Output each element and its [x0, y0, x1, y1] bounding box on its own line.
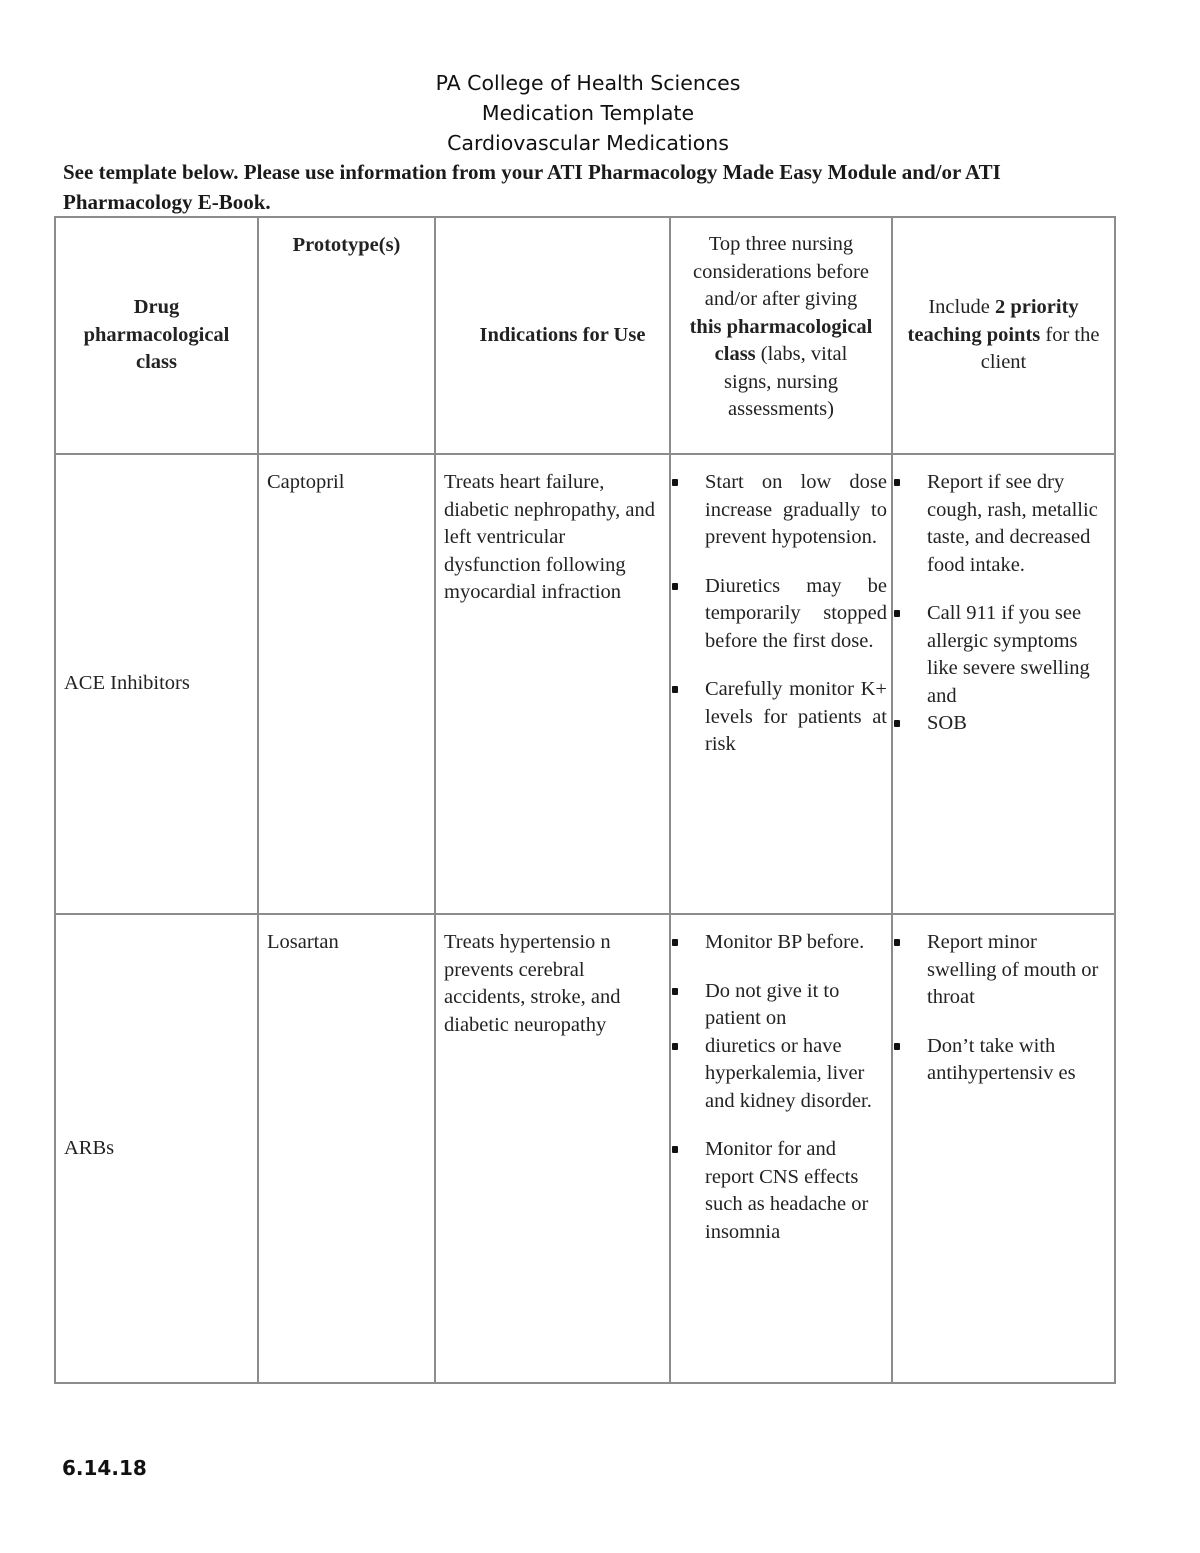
header-teaching-text: Include: [928, 296, 995, 319]
college-name: PA College of Health Sciences: [435, 71, 741, 95]
indications-cell: Treats heart failure, diabetic nephropathy, and left ventricular dysfunction following myocardial infraction: [435, 454, 670, 914]
list-item: Carefully monitor K+ levels for patients at risk: [671, 676, 887, 759]
header-nursing-considerations: [670, 217, 892, 454]
nursing-list: [671, 455, 891, 759]
header-nursing-text-end: (labs, vital signs, nursing assessments): [724, 343, 848, 420]
prototype-cell: Losartan: [258, 914, 435, 1383]
list-item: SOB: [893, 710, 1110, 738]
header-teaching-emphasis: 2 priority teaching points: [907, 296, 1079, 346]
indications-cell: Treats hypertensio n prevents cerebral accidents, stroke, and diabetic neuropathy: [435, 914, 670, 1383]
teaching-cell: [892, 914, 1115, 1383]
header-drug-class: Drug pharmacological class: [55, 217, 258, 454]
list-item: Diuretics may be temporarily stopped before the first dose.: [671, 573, 887, 656]
list-item: Monitor BP before.: [671, 929, 887, 957]
header-teaching-text-end: for the client: [980, 323, 1100, 374]
list-item: Monitor for and report CNS effects such as headache or insomnia: [671, 1136, 887, 1246]
table-header-row: [55, 217, 1115, 454]
list-item: Start on low dose increase gradually to prevent hypotension.: [671, 469, 887, 552]
drug-class-cell: ARBs: [55, 914, 258, 1383]
list-item: Report minor swelling of mouth or throat: [893, 929, 1110, 1012]
drug-class-cell: ACE Inhibitors: [55, 454, 258, 914]
list-item: Call 911 if you see allergic symptoms like severe swelling and: [893, 600, 1110, 710]
table-row: [55, 914, 1115, 1383]
teaching-cell: [892, 454, 1115, 914]
nursing-cell: [670, 914, 892, 1383]
list-item: Report if see dry cough, rash, metallic taste, and decreased food intake.: [893, 469, 1110, 579]
header-teaching-points: [892, 217, 1115, 454]
medication-table: [54, 216, 1116, 1384]
teaching-list: [893, 455, 1114, 738]
nursing-list: [671, 915, 891, 1246]
list-item: Don’t take with antihypertensiv es: [893, 1033, 1110, 1088]
document-date: 6.14.18: [62, 1456, 147, 1480]
list-item: Do not give it to patient on: [671, 978, 887, 1033]
topic-title: Cardiovascular Medications: [447, 131, 729, 155]
teaching-list: [893, 915, 1114, 1088]
instructions-text: See template below. Please use information from your ATI Pharmacology Made Easy Module and/or ATI Pharmacology E-Book.: [63, 160, 1001, 214]
header-nursing-text: Top three nursing considerations before and/or after giving: [693, 233, 869, 310]
header-indications: Indications for Use: [435, 217, 670, 454]
table-row: [55, 454, 1115, 914]
prototype-cell: Captopril: [258, 454, 435, 914]
header-nursing-emphasis: this pharmacological class: [689, 315, 873, 365]
list-item: diuretics or have hyperkalemia, liver and kidney disorder.: [671, 1033, 887, 1116]
document-header: [0, 68, 1176, 158]
header-prototypes: Prototype(s): [258, 217, 435, 454]
nursing-cell: [670, 454, 892, 914]
template-title: Medication Template: [481, 101, 695, 125]
